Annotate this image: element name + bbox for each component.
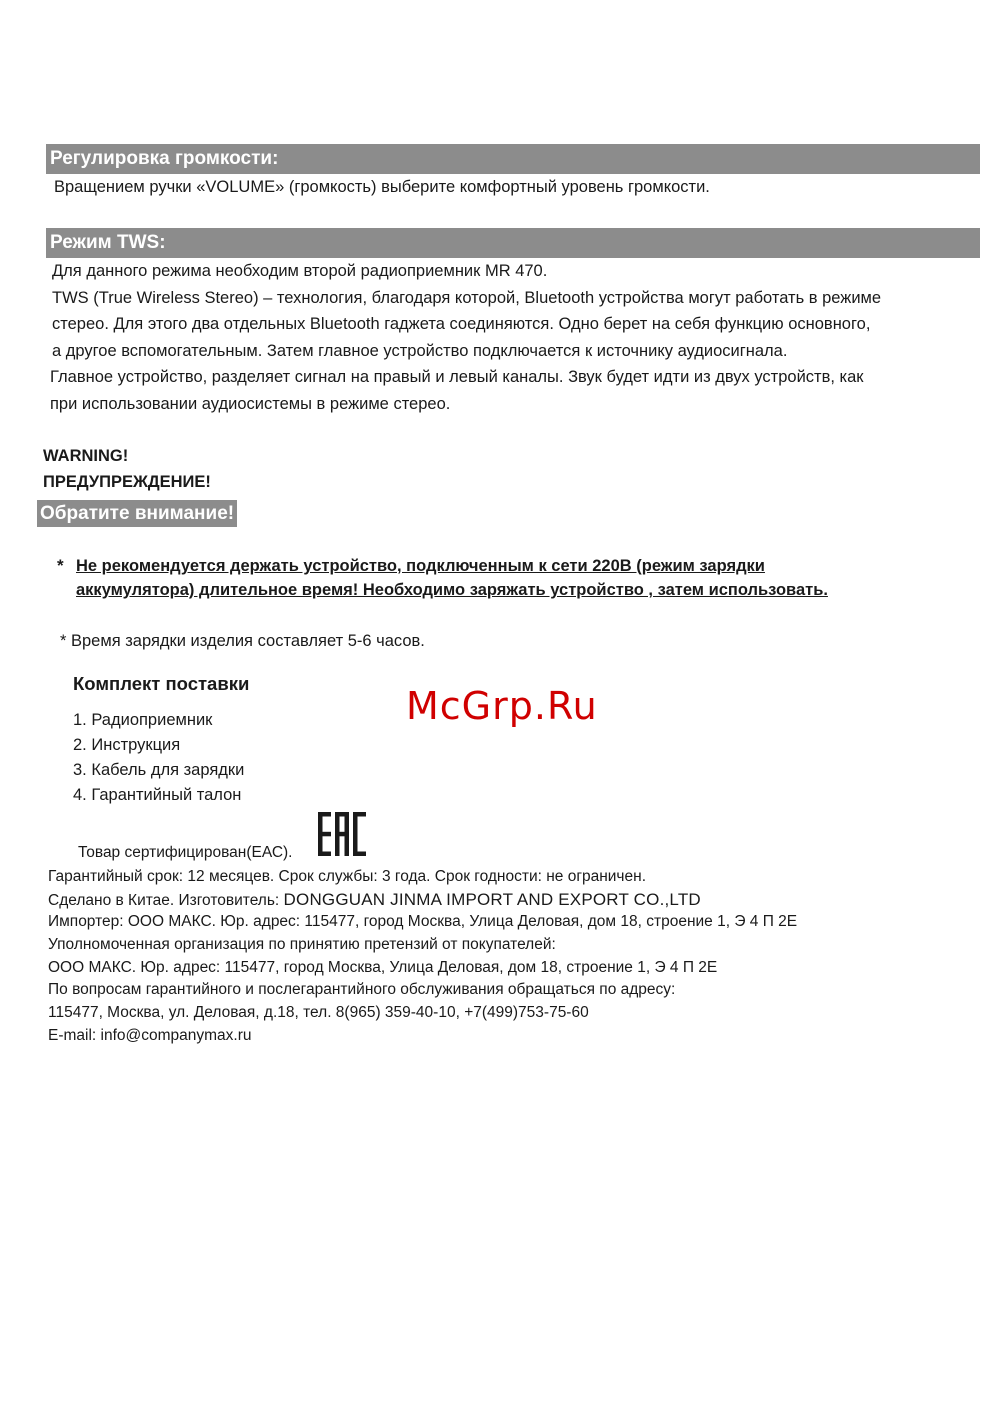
tws-line: TWS (True Wireless Stereo) – технология, благодаря которой, Bluetooth устройства могут работать в режиме [52, 288, 882, 307]
tws-line: Для данного режима необходим второй радиоприемник MR 470. [52, 262, 548, 280]
authorized-title: Уполномоченная организация по принятию претензий от покупателей: [48, 936, 556, 954]
service-title: По вопросам гарантийного и послегарантийного обслуживания обращаться по адресу: [48, 981, 676, 999]
importer-text: Импортер: ООО МАКС. Юр. адрес: 115477, город Москва, Улица Деловая, дом 18, строение 1, Э 4 П 2Е [48, 913, 798, 931]
warning-line-1: Не рекомендуется держать устройство, подключенным к сети 220В (режим зарядки [76, 557, 765, 575]
authorized-text: ООО МАКС. Юр. адрес: 115477, город Москва, Улица Деловая, дом 18, строение 1, Э 4 П 2Е [48, 958, 718, 976]
kit-item: 1. Радиоприемник [73, 711, 213, 729]
volume-text: Вращением ручки «VOLUME» (громкость) выберите комфортный уровень громкости. [54, 178, 710, 196]
watermark: McGrp.Ru [406, 684, 598, 728]
warning-ru: ПРЕДУПРЕЖДЕНИЕ! [43, 473, 211, 491]
tws-heading: Режим TWS: [46, 228, 980, 258]
warning-en: WARNING! [43, 447, 129, 465]
notice-heading: Обратите внимание! [37, 500, 237, 527]
kit-item: 3. Кабель для зарядки [73, 761, 245, 779]
charge-time-note: * Время зарядки изделия составляет 5-6 часов. [60, 632, 425, 650]
warning-line-2: аккумулятора) длительное время! Необходимо заряжать устройство , затем использовать. [76, 581, 828, 599]
manufacturer-name: DONGGUAN JINMA IMPORT AND EXPORT CO.,LTD [283, 889, 701, 909]
kit-title: Комплект поставки [73, 673, 250, 694]
service-address: 115477, Москва, ул. Деловая, д.18, тел. 8(965) 359-40-10, +7(499)753-75-60 [48, 1004, 589, 1022]
kit-item: 4. Гарантийный талон [73, 786, 242, 804]
email-text: E-mail: info@companymax.ru [48, 1026, 252, 1044]
warning-bullet: * [57, 556, 64, 575]
made-in-text: Сделано в Китае. Изготовитель: [48, 891, 284, 909]
tws-line: а другое вспомогательным. Затем главное устройство подключается к источнику аудиосигнала. [52, 341, 788, 360]
certified-text: Товар сертифицирован(ЕАС). [78, 844, 293, 861]
made-in-line [48, 889, 797, 912]
eac-logo-icon [318, 812, 366, 861]
kit-list [73, 708, 244, 808]
tws-line: Главное устройство, разделяет сигнал на правый и левый каналы. Звук будет идти из двух устройств, как [50, 368, 864, 386]
kit-item: 2. Инструкция [73, 736, 181, 754]
volume-heading: Регулировка громкости: [46, 144, 980, 174]
tws-text [50, 258, 881, 417]
tws-line: при использовании аудиосистемы в режиме стерео. [50, 394, 451, 413]
info-block [48, 866, 797, 1048]
warranty-text: Гарантийный срок: 12 месяцев. Срок службы: 3 года. Срок годности: не ограничен. [48, 868, 646, 885]
tws-line: стерео. Для этого два отдельных Bluetooth гаджета соединяются. Одно берет на себя функцию основного, [52, 315, 871, 333]
